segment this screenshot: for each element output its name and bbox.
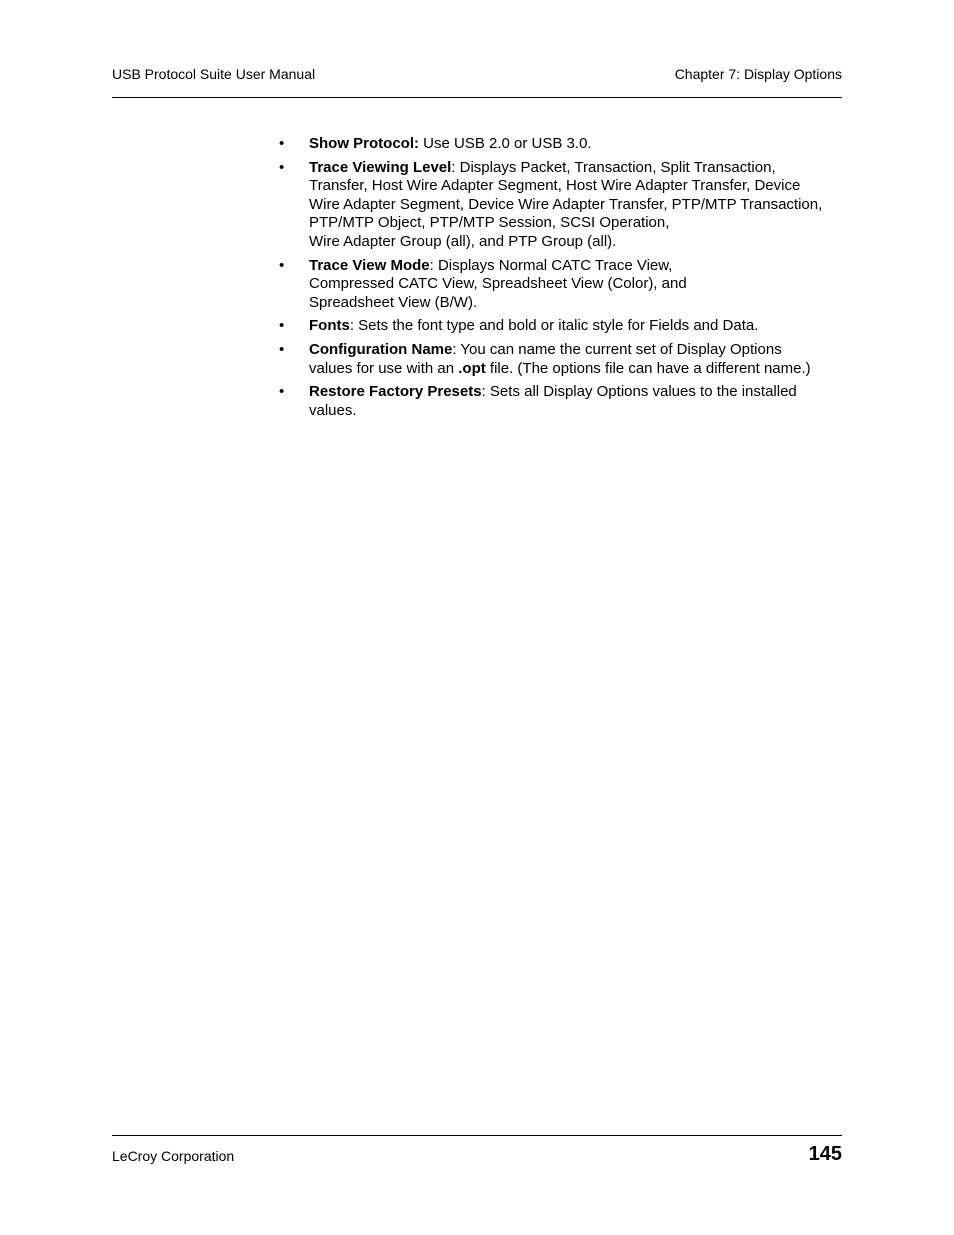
- chapter-title: Chapter 7: Display Options: [674, 66, 842, 82]
- term-trace-view-mode: Trace View Mode: [309, 256, 430, 274]
- description-text: Use USB 2.0 or USB 3.0.: [419, 135, 592, 152]
- list-item-restore-factory-presets: [279, 383, 849, 420]
- bullet-icon: •: [279, 135, 285, 152]
- term-configuration-name: Configuration Name: [309, 340, 453, 358]
- list-item-fonts: [279, 317, 849, 336]
- list-item-trace-view-mode: [279, 257, 849, 313]
- description-text: : Sets all Display Options values to the installed: [481, 383, 797, 401]
- bullet-icon: •: [279, 383, 285, 401]
- description-text: : Displays Normal CATC Trace View,: [429, 256, 673, 274]
- description-text: values.: [309, 401, 357, 419]
- description-text: Spreadsheet View (B/W).: [309, 293, 478, 311]
- bullet-icon: •: [279, 256, 285, 274]
- file-extension: .opt: [458, 359, 486, 377]
- description-text: Wire Adapter Segment, Device Wire Adapter Transfer, PTP/MTP Transaction,: [309, 195, 823, 213]
- description-text: file. (The options file can have a different name.): [485, 359, 811, 377]
- description-text: Wire Adapter Group (all), and PTP Group (all).: [309, 232, 617, 250]
- display-options-list: [279, 135, 849, 425]
- description-text: Compressed CATC View, Spreadsheet View (Color), and: [309, 275, 687, 293]
- header-divider: [112, 97, 842, 98]
- page-number: 145: [808, 1143, 842, 1165]
- description-text: values for use with an: [309, 359, 459, 377]
- list-item-trace-viewing-level: [279, 159, 849, 252]
- bullet-icon: •: [279, 158, 285, 176]
- list-item-show-protocol: [279, 135, 849, 154]
- description-text: : Displays Packet, Transaction, Split Transaction,: [451, 158, 776, 176]
- manual-title: USB Protocol Suite User Manual: [112, 66, 316, 82]
- description-text: PTP/MTP Object, PTP/MTP Session, SCSI Operation,: [309, 214, 670, 232]
- description-text: Transfer, Host Wire Adapter Segment, Host Wire Adapter Transfer, Device: [309, 177, 801, 195]
- term-restore-factory-presets: Restore Factory Presets: [309, 383, 482, 401]
- description-text: : Sets the font type and bold or italic style for Fields and Data.: [349, 317, 759, 335]
- footer-divider: [112, 1135, 842, 1136]
- bullet-icon: •: [279, 340, 285, 358]
- list-item-configuration-name: [279, 341, 849, 378]
- term-fonts: Fonts: [309, 317, 350, 335]
- company-name: LeCroy Corporation: [112, 1148, 235, 1164]
- bullet-icon: •: [279, 317, 285, 335]
- description-text: : You can name the current set of Display Options: [452, 340, 782, 358]
- term-trace-viewing-level: Trace Viewing Level: [309, 158, 452, 176]
- term-show-protocol: Show Protocol:: [309, 135, 419, 152]
